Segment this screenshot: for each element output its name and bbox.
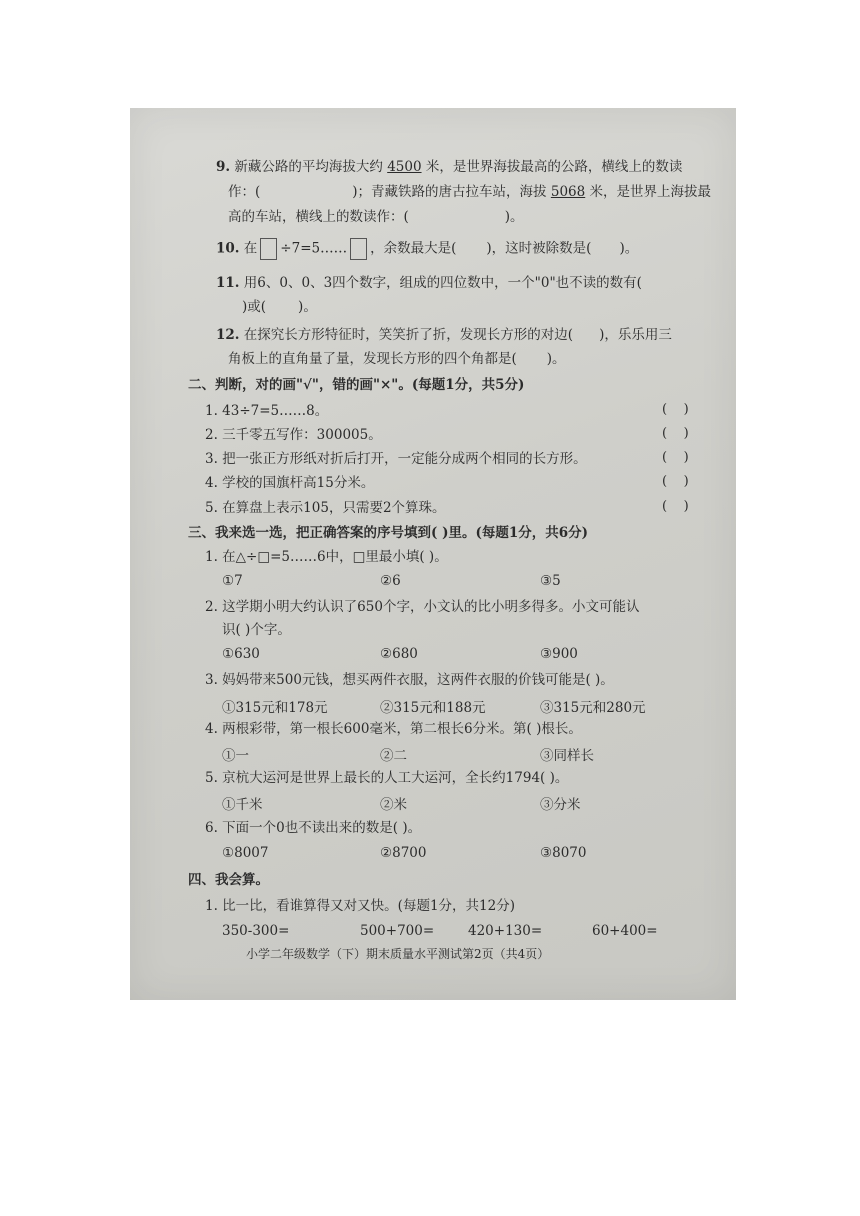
q9-text5: 米，是世界上海拔最 (589, 184, 712, 200)
page-footer: 小学二年级数学（下）期末质量水平测试第2页（共4页） (246, 947, 550, 961)
q9-line1 (216, 158, 682, 176)
q12-number: 12. (216, 327, 240, 343)
q11-text3: )。 (298, 299, 317, 315)
q11-number: 11. (216, 275, 240, 291)
q9-text6: 高的车站，横线上的数读作：( (228, 209, 409, 225)
sec4-q1: 1. 比一比，看谁算得又对又快。(每题1分，共12分) (205, 898, 515, 914)
q12-line2 (228, 350, 566, 368)
sec4-calc-1: 350-300= (222, 923, 290, 939)
q9-altitude-1: 4500 (387, 159, 422, 175)
q11-line2 (228, 298, 317, 316)
q10-text1: 在 (243, 240, 258, 257)
sec3-q5-opt3: ③分米 (540, 797, 581, 813)
q9-text3: 作：( (228, 184, 261, 200)
sec3-q6-opt3: ③8070 (540, 845, 587, 861)
sec3-q3-opt3: ③315元和280元 (540, 700, 646, 716)
sec3-q6: 6. 下面一个0也不读出来的数是( )。 (205, 820, 422, 836)
q9-altitude-2: 5068 (550, 184, 586, 200)
q11-line1 (216, 274, 642, 292)
sec3-q5: 5. 京杭大运河是世界上最长的人工大运河，全长约1794( )。 (205, 770, 569, 786)
q10-text3: ，余数最大是( (370, 240, 457, 257)
sec3-q3: 3. 妈妈带来500元钱，想买两件衣服，这两件衣服的价钱可能是( )。 (205, 672, 614, 688)
sec2-item-5: 5. 在算盘上表示105，只需要2个算珠。 (205, 500, 446, 516)
q10-number: 10. (216, 240, 240, 257)
q12-line1 (216, 326, 672, 344)
q9-text2: 米，是世界海拔最高的公路，横线上的数读 (425, 159, 683, 175)
sec2-answer-4[interactable]: ( ) (662, 474, 689, 489)
q10-text2: ÷7=5…… (280, 240, 348, 257)
sec3-q1: 1. 在△÷□=5……6中，□里最小填( )。 (205, 549, 448, 565)
sec4-calc-4: 60+400= (592, 923, 658, 939)
sec3-q2-opt3: ③900 (540, 646, 578, 662)
q9-line2 (228, 183, 711, 201)
q9-line3 (228, 208, 524, 226)
section4-title: 四、我会算。 (188, 872, 269, 888)
q10-line (216, 238, 638, 260)
sec2-item-3: 3. 把一张正方形纸对折后打开，一定能分成两个相同的长方形。 (205, 451, 587, 467)
sec2-answer-3[interactable]: ( ) (662, 450, 689, 465)
sec3-q1-opt1: ①7 (222, 573, 243, 589)
sec2-answer-5[interactable]: ( ) (662, 499, 689, 514)
q10-dividend-box[interactable] (260, 238, 277, 260)
sec3-q6-opt1: ①8007 (222, 845, 269, 861)
section2-title: 二、判断，对的画"√"，错的画"×"。(每题1分，共5分) (188, 377, 525, 393)
sec2-answer-1[interactable]: ( ) (662, 402, 689, 417)
q11-text2: )或( (242, 299, 267, 315)
sec3-q2-opt1: ①630 (222, 646, 260, 662)
sec4-calc-2: 500+700= (360, 923, 435, 939)
q12-text1: 在探究长方形特征时，笑笑折了折，发现长方形的对边( (243, 327, 574, 343)
sec3-q4-opt1: ①一 (222, 748, 249, 764)
sec3-q2-opt2: ②680 (380, 646, 418, 662)
sec3-q2-line2: 识( )个字。 (222, 622, 291, 638)
sec3-q4-opt2: ②二 (380, 748, 407, 764)
q12-text3: 角板上的直角量了量，发现长方形的四个角都是( (228, 351, 517, 367)
sec3-q1-opt2: ②6 (380, 573, 401, 589)
sec3-q4: 4. 两根彩带，第一根长600毫米，第二根长6分米。第( )根长。 (205, 721, 582, 737)
sec3-q4-opt3: ③同样长 (540, 748, 594, 764)
q10-text4: )，这时被除数是( (486, 240, 592, 257)
sec3-q1-opt3: ③5 (540, 573, 561, 589)
section3-title: 三、我来选一选，把正确答案的序号填到( )里。(每题1分，共6分) (188, 525, 589, 541)
sec3-q2-line1: 2. 这学期小明大约认识了650个字，小文认的比小明多得多。小文可能认 (205, 599, 640, 615)
q11-text1: 用6、0、0、3四个数字，组成的四位数中，一个"0"也不读的数有( (243, 275, 642, 291)
sec3-q3-opt2: ②315元和188元 (380, 700, 486, 716)
sec3-q6-opt2: ②8700 (380, 845, 427, 861)
q10-text5: )。 (619, 240, 639, 257)
sec2-item-2: 2. 三千零五写作：300005。 (205, 427, 382, 443)
sec2-item-1: 1. 43÷7=5……8。 (205, 403, 329, 419)
sec2-item-4: 4. 学校的国旗杆高15分米。 (205, 475, 375, 491)
sec4-calc-3: 420+130= (468, 923, 543, 939)
sec3-q5-opt2: ②米 (380, 797, 407, 813)
q10-remainder-box[interactable] (350, 238, 367, 260)
q9-text4: )；青藏铁路的唐古拉车站，海拔 (352, 184, 547, 200)
q12-text4: )。 (546, 351, 566, 367)
sec2-answer-2[interactable]: ( ) (662, 426, 689, 441)
q9-number: 9. (216, 159, 231, 175)
sec3-q3-opt1: ①315元和178元 (222, 700, 328, 716)
q9-text1: 新藏公路的平均海拔大约 (234, 159, 383, 175)
q12-text2: )，乐乐用三 (599, 327, 672, 343)
sec3-q5-opt1: ①千米 (222, 797, 263, 813)
q9-text7: )。 (504, 209, 524, 225)
